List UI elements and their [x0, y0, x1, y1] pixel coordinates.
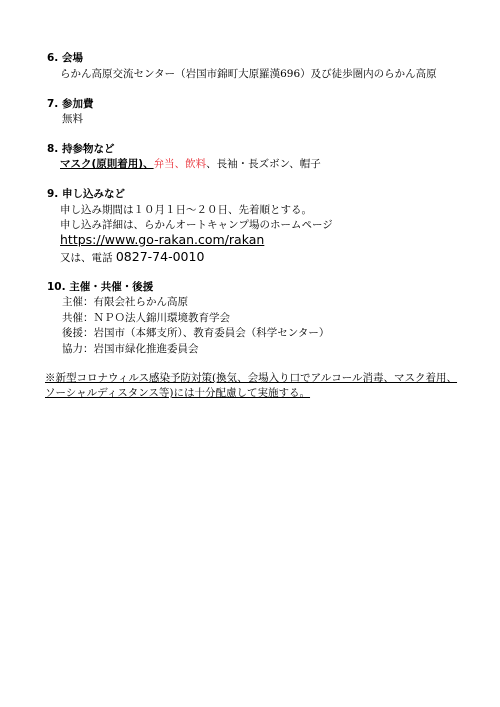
- fee-heading: 7. 参加費: [47, 98, 94, 110]
- org-support: 後援：岩国市（本郷支所）、教育委員会（科学センター）: [62, 327, 330, 339]
- apply-phone-line: [60, 250, 204, 265]
- items-sep-1: 、: [143, 158, 154, 170]
- covid-note-line-2: ソーシャルディスタンス等)には十分配慮して実施する。: [45, 387, 311, 399]
- items-rest: 、長袖・長ズボン、帽子: [206, 158, 321, 170]
- items-sep-2: 、: [174, 158, 186, 170]
- apply-url[interactable]: [60, 233, 264, 247]
- fee-text: 無料: [62, 113, 83, 125]
- items-lunch: 弁当: [153, 158, 175, 170]
- items-drink: 飲料: [185, 158, 207, 170]
- items-list: [60, 157, 321, 171]
- org-cooperate: 協力：岩国市緑化推進委員会: [62, 343, 199, 355]
- items-heading: 8. 持参物など: [47, 143, 115, 155]
- phone-prefix: 又は、電話: [60, 252, 113, 264]
- covid-note-line-1: ※新型コロナウィルス感染予防対策(換気、会場入り口でアルコール消毒、マスク着用、: [45, 372, 458, 384]
- homepage-link[interactable]: https://www.go-rakan.com/rakan: [60, 232, 265, 247]
- org-heading: 10. 主催・共催・後援: [47, 281, 154, 293]
- phone-number: 0827-74-0010: [115, 249, 205, 264]
- venue-text: らかん高原交流センター（岩国市錦町大原羅漢696）及び徒歩圏内のらかん高原: [60, 68, 437, 80]
- apply-details: 申し込み詳細は、らかんオートキャンプ場のホームページ: [60, 219, 333, 231]
- venue-heading: 6. 会場: [47, 52, 83, 64]
- apply-heading: 9. 申し込みなど: [47, 188, 125, 200]
- org-cohost: 共催：ＮＰＯ法人錦川環境教育学会: [62, 312, 230, 324]
- items-mask: マスク(原則着用): [60, 158, 144, 170]
- org-host: 主催：有限会社らかん高原: [62, 296, 188, 308]
- apply-period: 申し込み期間は１０月１日～２０日、先着順とする。: [60, 204, 312, 216]
